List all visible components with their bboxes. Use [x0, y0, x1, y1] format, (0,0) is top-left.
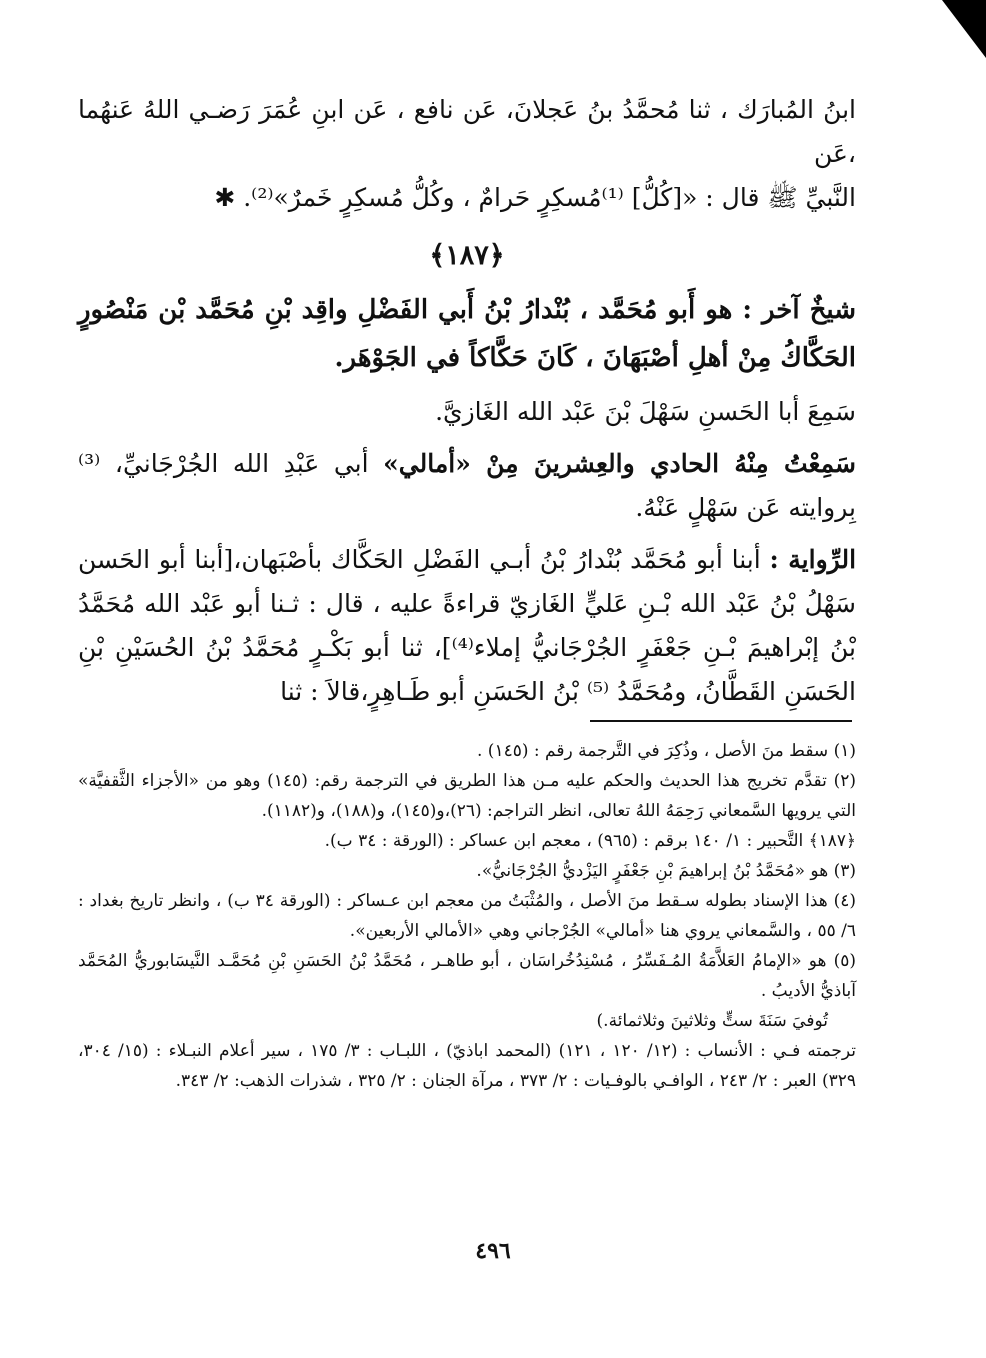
- page-corner-mark: [942, 0, 986, 58]
- footnote-number: (١): [833, 741, 856, 761]
- footnote-3: [78, 856, 856, 886]
- footnote-text: هذا الإسناد بطوله سـقط منَ الأصل ، والمُثْبَتُ من معجم ابن عـساكر : (الورقة ٣٤ ب) ، وانظر تاريخ بغداد : ٦/ ٥٥ ، والسَّمعاني يروي هنا «أمالي» الجُرْجاني وهي «الأمالي الأربعين».: [78, 891, 856, 941]
- footnote-5-death: [78, 1006, 856, 1036]
- heard-paragraph: سَمِعَ أبا الحَسنِ سَهْلَ بْنَ عَبْد الله الغَازيَّ.: [435, 397, 856, 426]
- footnote-text: سقط منَ الأصل ، وذُكِرَ في التَّرجمة رقم : (١٤٥) .: [477, 741, 829, 761]
- intro-line-1: ابنُ المُبارَك ، ثنا مُحمَّدُ بنُ عَجلانَ، عَن نافع ، عَن ابنِ عُمَرَ رَضـي اللهُ عَنهُما ،عَن: [78, 95, 856, 168]
- intro-line-2: النَّبيِّ ﷺ قال : «[كُلُّ] ⁽¹⁾مُسكِرٍ حَرامٌ ، وكُلُّ مُسكِرٍ خَمرٌ»⁽²⁾. ✱: [214, 183, 856, 212]
- heard-from-paragraph: [78, 442, 856, 530]
- footnote-number: (٥): [833, 951, 857, 971]
- footnote-text: هو «مُحَمَّدُ بْنُ إبراهيمَ بْنِ جَعْفَرٍ اليَزْديُّ الجُرْجَانيُّ».: [476, 861, 829, 881]
- entry-number: ﴿١٨٧﴾: [429, 240, 505, 271]
- footnote-text: هو «الإمامُ العَلاَّمَةُ المُـفَسِّرُ ، مُسْنِدُخُراسَان ، أبو طاهـر ، مُحَمَّدُ بْنُ الحَسَنِ بْنِ مُحَمَّـد النَّيسَابوريُّ المُحَمَّد آباذيُّ الأديبُ .: [78, 951, 856, 1001]
- footnote-text: تُوفيَ سَنَةَ ستٍّ وثلاثينَ وثلاثمائة.): [596, 1011, 828, 1031]
- main-text: [78, 88, 856, 714]
- narration-rest: أبنا أبو مُحَمَّد بُنْدارُ بْنُ أبـي الفَضْلِ الحَكَّاك بأصْبَهان،[أبنا أبو الحَسن سَهْلُ بْنُ عَبْد الله بْـنِ عَليٍّ الغَازيّ قراءةً عليه ، قال : ثـنا أبو عَبْد الله مُحَمَّدُ بْنُ إبْراهيمَ بْـنِ جَعْفَرٍ الجُرْجَانيُّ إملاء⁽⁴⁾]، ثنا أبو بَكْـرٍ مُحَمَّدُ بْنُ الحُسَيْنِ بْنِ الحَسَنِ القَطَّانُ، ومُحَمَّدُ ⁽⁵⁾ بْنُ الحَسَنِ أبو طَـاهِرٍ،قالاَ : ثنا: [78, 545, 857, 706]
- footnote-text: تقدَّم تخريج هذا الحديث والحكم عليه مـن هذا الطريق في الترجمة رقم: (١٤٥) وهو من «الأجزاء الثَّقفيَّة» التي يرويها السَّمعاني رَحِمَهُ اللهُ تعالى، انظر التراجم: (٢٦)،و(١٤٥)، و(١٨٨)، و(١١٨٢).: [78, 771, 856, 821]
- footnote-number: (٣): [833, 861, 856, 881]
- page-number: ٤٩٦: [475, 1238, 511, 1264]
- footnote-text: ﴿١٨٧﴾ التَّحبير : ١/ ١٤٠ برقم : (٩٦٥) ، معجم ابن عساكر : (الورقة : ٣٤ ب).: [324, 831, 856, 851]
- footnote-2: [78, 766, 856, 826]
- footnote-4: [78, 886, 856, 946]
- footnote-separator: [590, 720, 852, 722]
- footnote-number: (٢): [833, 771, 857, 791]
- footnote-5-biography-sources: [78, 1036, 856, 1096]
- narration-lead: الرِّواية :: [769, 545, 857, 574]
- footnote-5: [78, 946, 856, 1006]
- footnote-1: [78, 736, 856, 766]
- heard-from-rest: أبي عَبْدِ الله الجُرْجَانيِّ، ⁽³⁾ بِروايته عَن سَهْلٍ عَنْهُ.: [78, 449, 856, 522]
- heard-from-lead: سَمِعْتُ مِنْهُ الحادي والعِشرينَ مِنْ «أمالي»: [383, 449, 857, 478]
- intro-paragraph: [78, 88, 856, 220]
- narration-paragraph: [78, 538, 856, 714]
- footnote-entry-sources: [78, 826, 856, 856]
- footnotes: [78, 736, 856, 1096]
- sheikh-paragraph: شيخٌ آخر : هو أَبو مُحَمَّد ، بُنْدارُ بْنُ أَبي الفَضْلِ واقِد بْنِ مُحَمَّد بْن مَنْصُورٍ الحَكَّاكُ مِنْ أهلِ أصْبَهَانَ ، كَانَ حَكَّاكاً في الجَوْهَر.: [78, 295, 856, 373]
- footnote-number: (٤): [833, 891, 856, 911]
- footnote-text: ترجمته فـي : الأنساب : (١٢/ ١٢٠ ، ١٢١) (المحمد اباذيّ) ، اللبـاب : ٣/ ١٧٥ ، سير أعلام النبـلاء : (١٥/ ٣٠٤، ٣٢٩) العبر : ٢/ ٢٤٣ ، الوافـي بالوفـيات : ٢/ ٣٧٣ ، مرآة الجنان : ٢/ ٣٢٥ ، شذرات الذهب: ٢/ ٣٤٣.: [78, 1041, 857, 1091]
